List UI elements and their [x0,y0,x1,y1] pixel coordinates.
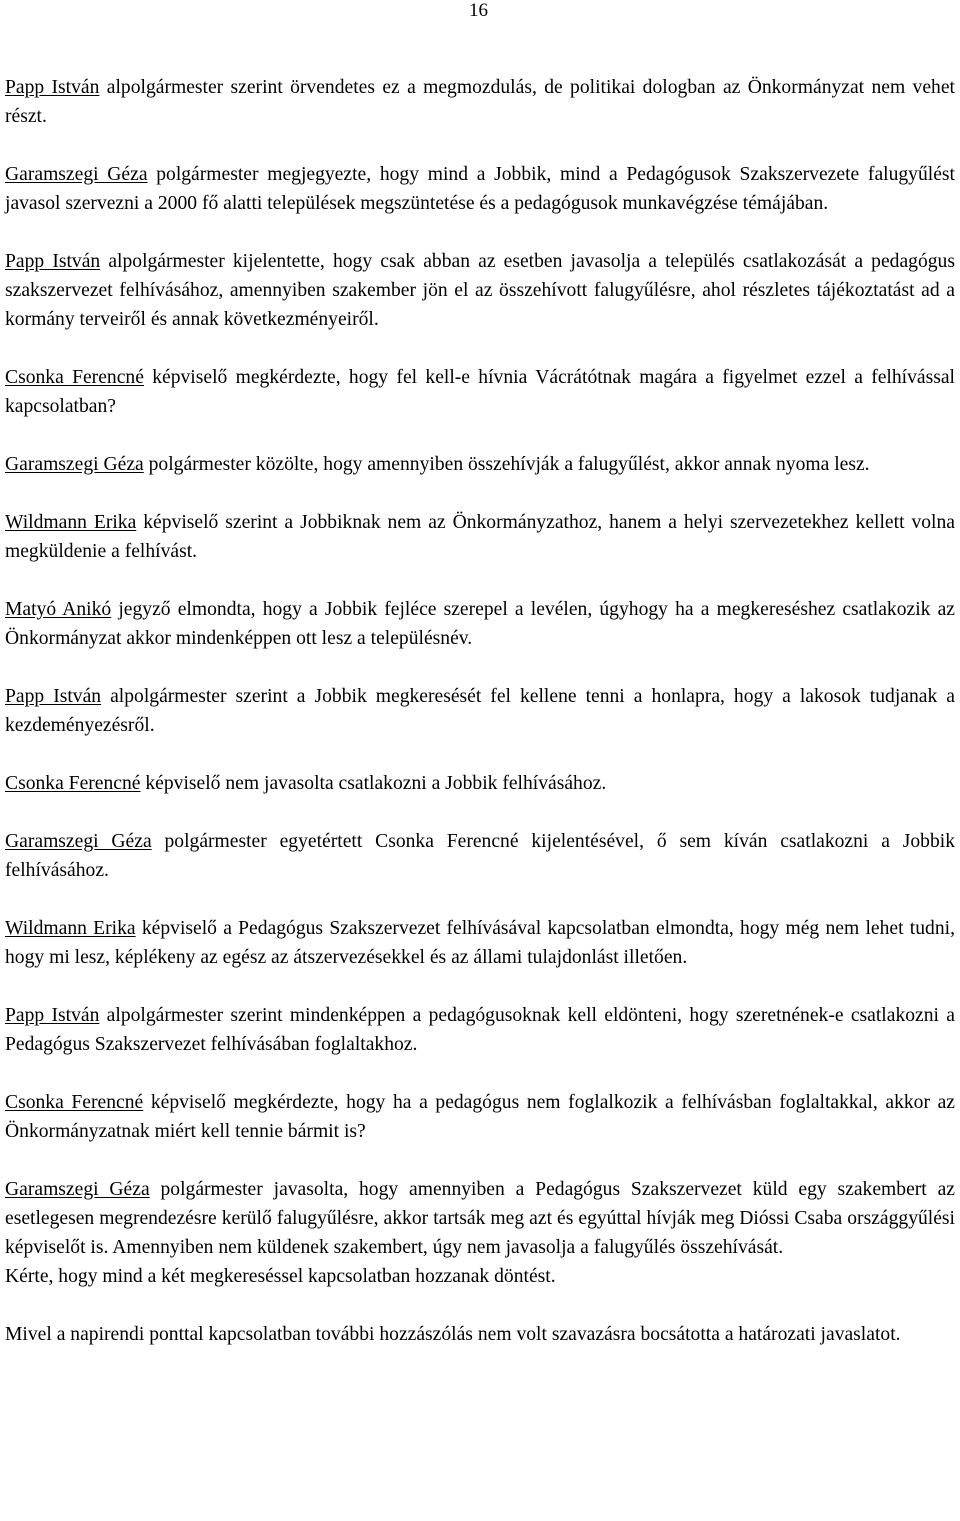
paragraph-16 [5,1320,955,1349]
paragraph-2 [5,160,955,218]
speaker-name: Wildmann Erika [5,512,137,533]
paragraph-text: jegyző elmondta, hogy a Jobbik fejléce szerepel a levélen, úgyhogy ha a megkereséshez csatlakozik az Önkormányzat akkor mindenképpen ott lesz a településnév. [5,599,955,649]
paragraph-text: képviselő szerint a Jobbiknak nem az Önkormányzathoz, hanem a helyi szervezetekhez kellett volna megküldenie a felhívást. [5,512,955,562]
paragraph-text: alpolgármester szerint a Jobbik megkeresését fel kellene tenni a honlapra, hogy a lakosok tudjanak a kezdeményezésről. [5,686,955,736]
speaker-name: Garamszegi Géza [5,454,144,475]
paragraph-5 [5,450,955,479]
paragraph-text: polgármester egyetértett Csonka Ferencné kijelentésével, ő sem kíván csatlakozni a Jobbik felhívásához. [5,831,955,881]
speaker-name: Garamszegi Géza [5,831,152,852]
speaker-name: Garamszegi Géza [5,1179,150,1200]
paragraph-7 [5,595,955,653]
speaker-name: Matyó Anikó [5,599,112,620]
speaker-name: Csonka Ferencné [5,773,141,794]
speaker-name: Papp István [5,77,100,98]
paragraph-text: alpolgármester kijelentette, hogy csak abban az esetben javasolja a település csatlakozását a pedagógus szakszervezet felhívásához, amennyiben szakember jön el az összehívott falugyűlésre, ahol részletes tájékoztatást ad a kormány terveiről és annak következményeiről. [5,251,955,330]
paragraph-text: képviselő a Pedagógus Szakszervezet felhívásával kapcsolatban elmondta, hogy még nem lehet tudni, hogy mi lesz, képlékeny az egész az átszervezésekkel és az állami tulajdonlást illetően. [5,918,955,968]
paragraph-14 [5,1175,955,1262]
speaker-name: Csonka Ferencné [5,1092,144,1113]
paragraph-3 [5,247,955,334]
paragraph-text: alpolgármester szerint mindenképpen a pedagógusoknak kell eldönteni, hogy szeretnének-e csatlakozni a Pedagógus Szakszervezet felhívásában foglaltakhoz. [5,1005,955,1055]
speaker-name: Garamszegi Géza [5,164,148,185]
paragraph-11 [5,914,955,972]
paragraph-13 [5,1088,955,1146]
speaker-name: Wildmann Erika [5,918,136,939]
paragraph-6 [5,508,955,566]
speaker-name: Papp István [5,251,101,272]
speaker-name: Csonka Ferencné [5,367,144,388]
paragraph-text: Kérte, hogy mind a két megkereséssel kapcsolatban hozzanak döntést. [5,1266,556,1287]
paragraph-4 [5,363,955,421]
paragraph-15 [5,1262,955,1291]
speaker-name: Papp István [5,1005,100,1026]
paragraph-text: polgármester közölte, hogy amennyiben összehívják a falugyűlést, akkor annak nyoma lesz. [143,454,870,475]
paragraph-text: alpolgármester szerint örvendetes ez a megmozdulás, de politikai dologban az Önkormányzat nem vehet részt. [5,77,955,127]
paragraph-text: Mivel a napirendi ponttal kapcsolatban további hozzászólás nem volt szavazásra bocsátotta a határozati javaslatot. [5,1324,901,1345]
paragraph-12 [5,1001,955,1059]
paragraph-9 [5,769,955,798]
page-number: 16 [469,0,488,21]
paragraph-text: polgármester megjegyezte, hogy mind a Jobbik, mind a Pedagógusok Szakszervezete falugyűlést javasol szervezni a 2000 fő alatti települések megszüntetése és a pedagógusok munkavégzése témájában. [5,164,955,214]
paragraph-8 [5,682,955,740]
paragraph-text: polgármester javasolta, hogy amennyiben a Pedagógus Szakszervezet küld egy szakembert az esetlegesen megrendezésre kerülő falugyűlésre, akkor tartsák meg azt és egyúttal hívják meg Dióssi Csaba országgyűlési képviselőt is. Amennyiben nem küldenek szakembert, úgy nem javasolja a falugyűlés összehívását. [5,1179,955,1258]
paragraph-text: képviselő megkérdezte, hogy fel kell-e hívnia Vácrátótnak magára a figyelmet ezzel a felhívással kapcsolatban? [5,367,955,417]
paragraph-text: képviselő nem javasolta csatlakozni a Jobbik felhívásához. [140,773,607,794]
speaker-name: Papp István [5,686,102,707]
document-body [5,73,955,1349]
paragraph-10 [5,827,955,885]
paragraph-text: képviselő megkérdezte, hogy ha a pedagógus nem foglalkozik a felhívásban foglaltakkal, akkor az Önkormányzatnak miért kell tennie bármit is? [5,1092,955,1142]
paragraph-1 [5,73,955,131]
